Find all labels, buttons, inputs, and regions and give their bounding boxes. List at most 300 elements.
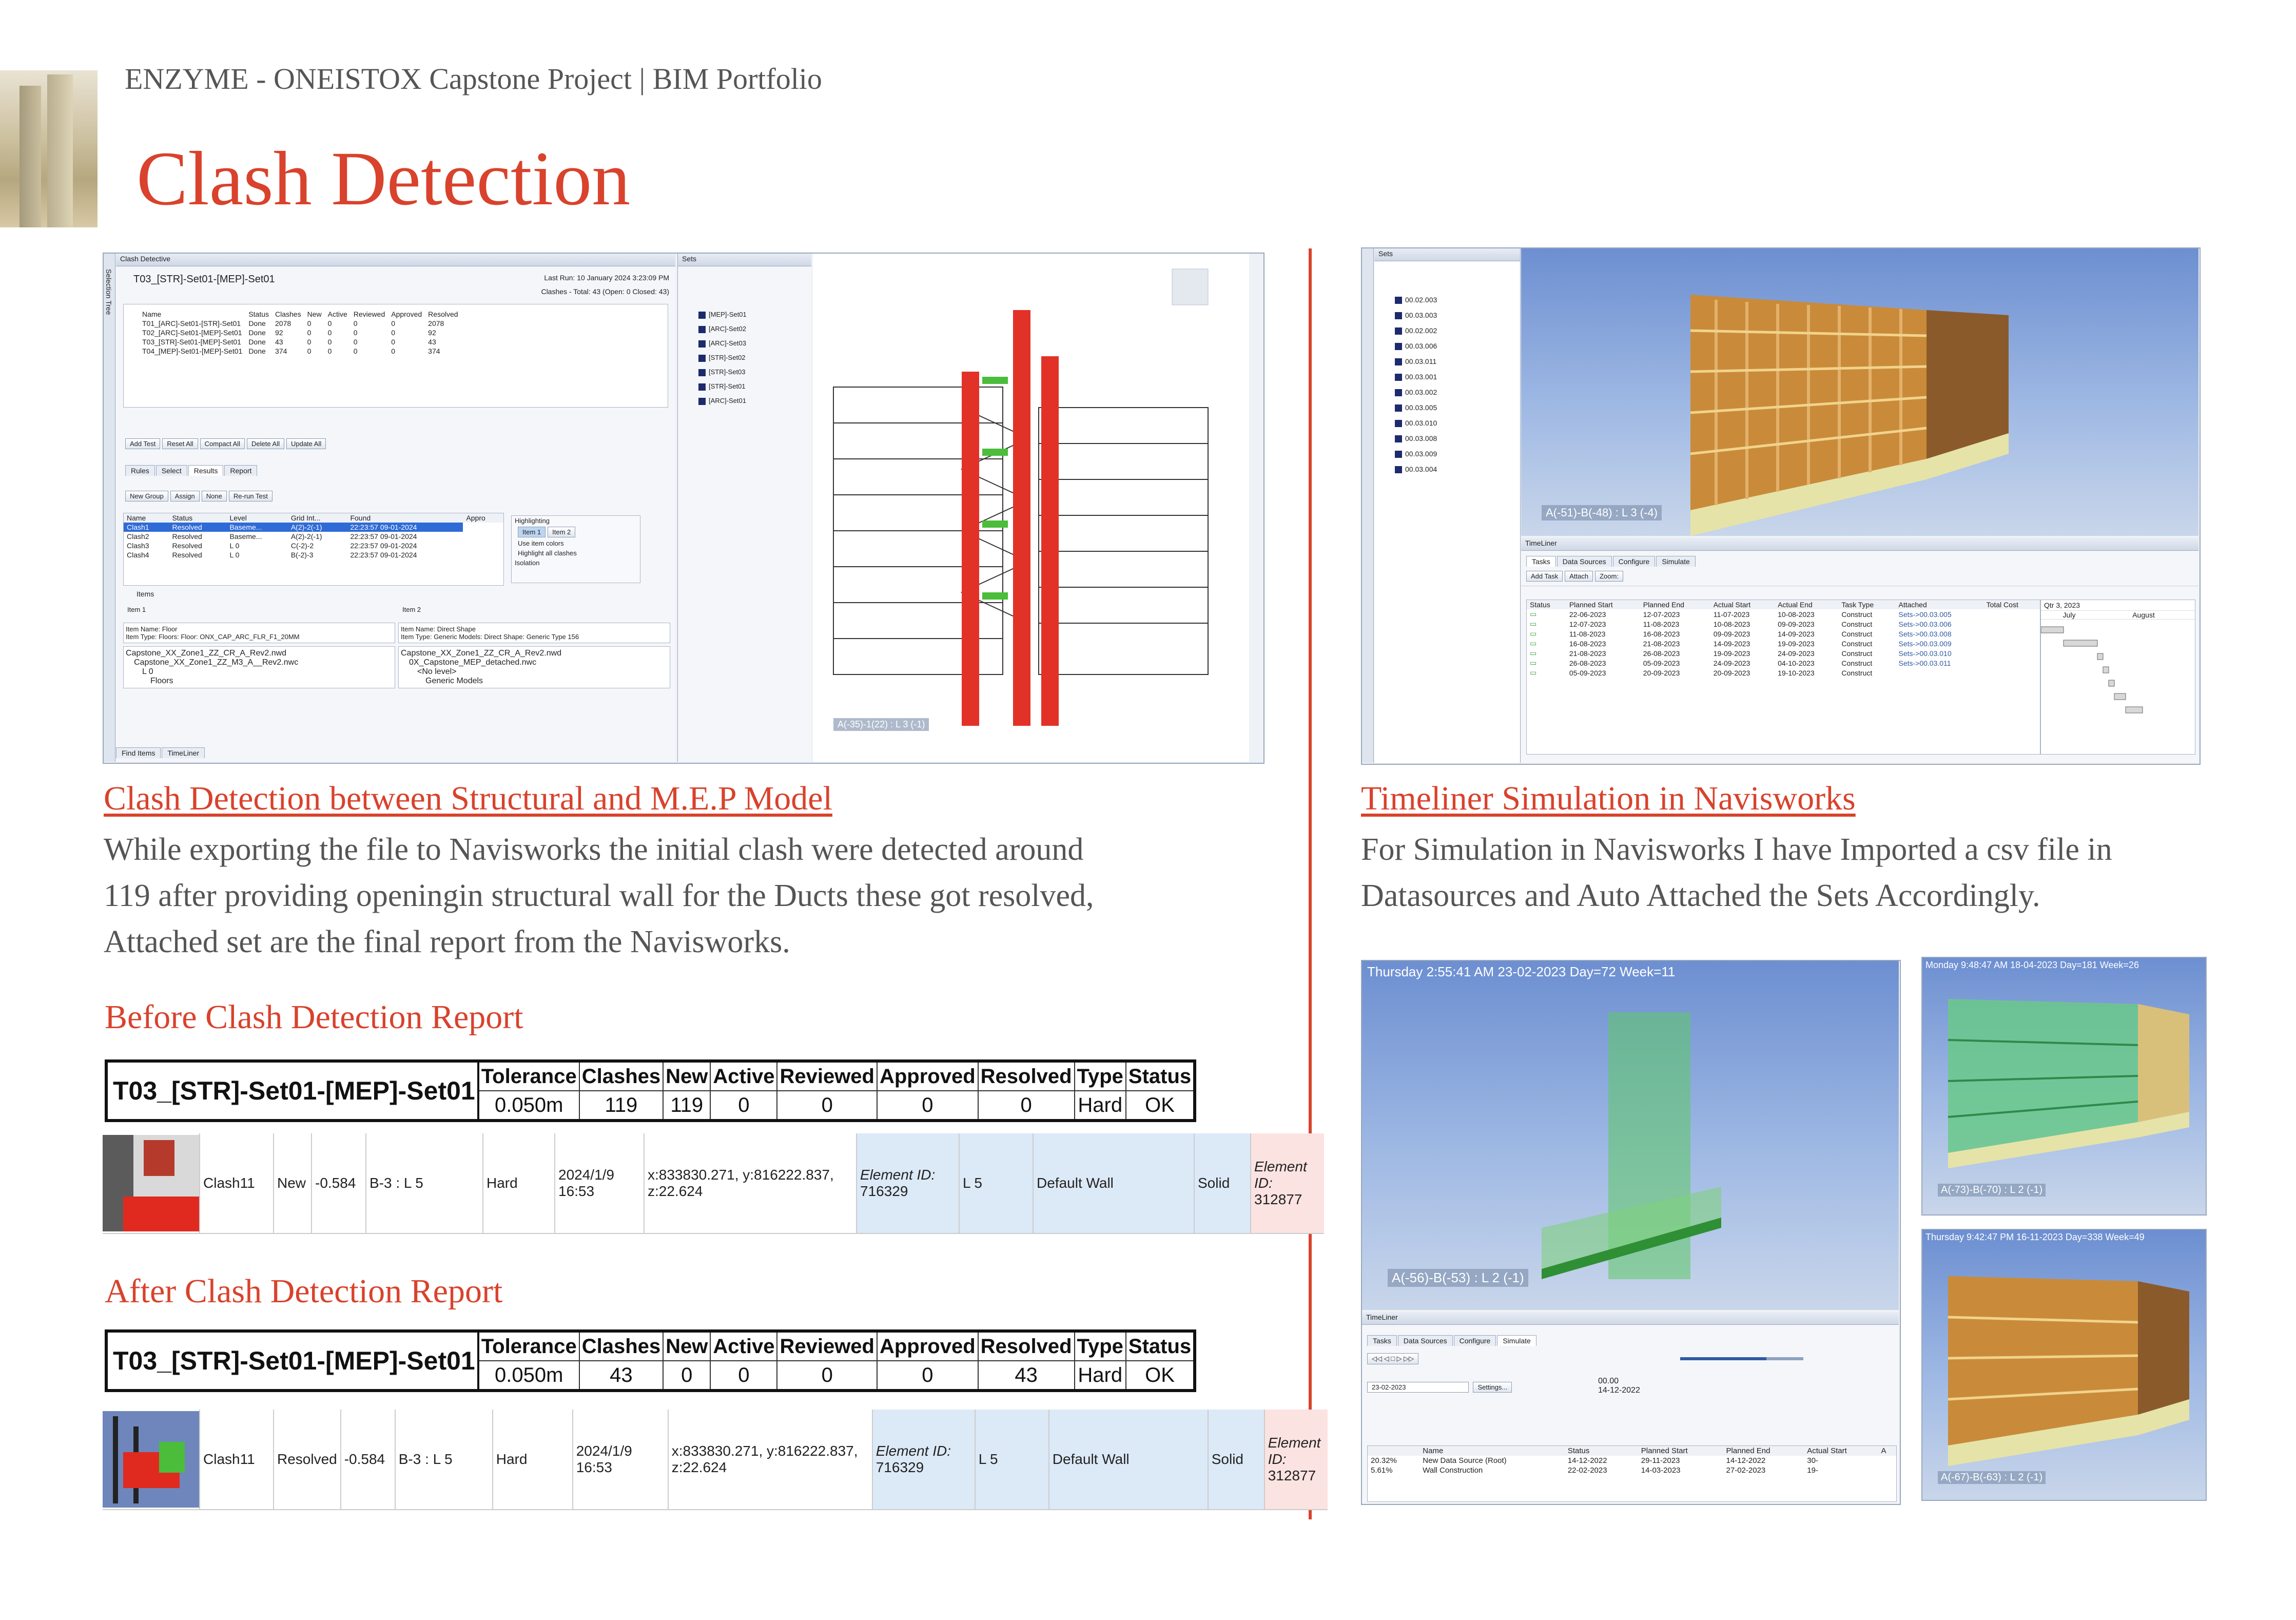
- timeliner-cell: 16-08-2023: [1569, 639, 1606, 648]
- clash-tab[interactable]: Report: [224, 465, 257, 476]
- simulation-viewport-status: A(-56)-B(-53) : L 2 (-1): [1388, 1269, 1528, 1287]
- simulation-column-header: Status: [1567, 1447, 1590, 1455]
- set-item[interactable]: [1395, 400, 1520, 415]
- set-icon: [1395, 297, 1402, 304]
- set-item[interactable]: [698, 336, 811, 351]
- timeliner-cell: 19-10-2023: [1778, 668, 1815, 677]
- result-cell: Baseme...: [229, 523, 262, 531]
- test-column-header: Reviewed: [353, 310, 385, 318]
- result-row[interactable]: [124, 541, 503, 550]
- test-column-header: Approved: [391, 310, 422, 318]
- simulation-cell: 30-: [1807, 1456, 1818, 1465]
- timeliner-tab[interactable]: Simulate: [1656, 556, 1695, 567]
- timeliner-section-paragraph: For Simulation in Navisworks I have Imported a csv file in Datasources and Auto Attached the Sets Accordingly.: [1361, 832, 2112, 913]
- result-cell: A(2)-2(-1): [290, 523, 322, 531]
- timeliner-cell: 14-09-2023: [1713, 639, 1750, 648]
- set-label: 00.03.006: [1405, 342, 1437, 350]
- set-icon: [1395, 312, 1402, 319]
- set-icon: [1395, 389, 1402, 396]
- set-icon: [698, 398, 706, 405]
- item1-highlight-button[interactable]: Item 1: [518, 527, 546, 537]
- timeliner-cell: 24-09-2023: [1713, 659, 1750, 667]
- set-label: 00.03.010: [1405, 419, 1437, 427]
- result-column-header: Appro: [466, 514, 485, 522]
- result-cell: Clash4: [127, 551, 149, 559]
- items-header: Items: [137, 590, 154, 598]
- result-row[interactable]: [124, 523, 503, 532]
- test-cell: 0: [391, 319, 396, 327]
- test-column-header: Clashes: [275, 310, 301, 318]
- test-cell: 0: [327, 319, 332, 327]
- simulation-row[interactable]: [1368, 1465, 1896, 1475]
- result-cell: Resolved: [172, 542, 202, 550]
- timeliner-cell: 16-08-2023: [1643, 629, 1680, 638]
- result-action-button[interactable]: Assign: [170, 491, 200, 502]
- simulation-tab[interactable]: Configure: [1454, 1335, 1496, 1346]
- timeliner-cell: Construct: [1841, 668, 1873, 677]
- timeliner-cell: 05-09-2023: [1643, 659, 1680, 667]
- result-cell: C(-2)-2: [290, 542, 314, 550]
- timeliner-tab[interactable]: Configure: [1613, 556, 1656, 567]
- set-item[interactable]: [1395, 415, 1520, 431]
- timeliner-cell: 04-10-2023: [1778, 659, 1815, 667]
- simulation-cell: 19-: [1807, 1466, 1818, 1475]
- highlight-mode-select[interactable]: Use item colors: [518, 539, 564, 547]
- page-title: Clash Detection: [137, 136, 631, 221]
- test-cell: 43: [275, 338, 283, 346]
- timeliner-cell: Construct: [1841, 649, 1873, 658]
- sim-settings-button[interactable]: Settings...: [1473, 1382, 1512, 1393]
- result-cell: Resolved: [172, 532, 202, 541]
- gantt-chart: Qtr 3, 2023 July August: [2040, 600, 2195, 755]
- set-icon: [1395, 358, 1402, 365]
- item1-tree-node[interactable]: Capstone_XX_Zone1_ZZ_CR_A_Rev2.nwd: [126, 649, 287, 658]
- test-cell: T04_[MEP]-Set01-[MEP]-Set01: [142, 347, 243, 355]
- result-cell: 22:23:57 09-01-2024: [350, 532, 417, 541]
- simulation-view-april[interactable]: [1921, 957, 2207, 1216]
- result-cell: 22:23:57 09-01-2024: [350, 523, 417, 531]
- task-status-icon: ▭: [1530, 659, 1537, 667]
- timeliner-cell: [1983, 648, 2040, 658]
- result-cell: A(2)-2(-1): [290, 532, 322, 541]
- set-item[interactable]: [1395, 338, 1520, 354]
- timeliner-cell: Construct: [1841, 610, 1873, 619]
- clash-detective-title: Clash Detective: [116, 254, 675, 266]
- set-item[interactable]: [1395, 461, 1520, 477]
- result-row[interactable]: [124, 532, 503, 541]
- test-row[interactable]: [139, 346, 461, 356]
- set-item[interactable]: [1395, 323, 1520, 338]
- simulation-timeliner-panel: TimeLiner Tasks Data Sources Configure Simulate ◁◁ ◁ □ ▷ ▷▷ 23-02-2023 Settings... 00.00 14-12-2022 Name Status Planned Start Planned End Actual Start A 20.32% New Data Source (Root) 14-12-2022 29-11-2023 14-12-2022 30- 5.61% Wall Construction 22-02-2023 14-03-2023 27-02-2023 19-: [1362, 1312, 1899, 1503]
- simulation-overlay: Thursday 2:55:41 AM 23-02-2023 Day=72 Week=11: [1367, 964, 1676, 979]
- timeliner-cell: 10-08-2023: [1713, 620, 1750, 628]
- result-buttons: [125, 491, 275, 502]
- test-action-button[interactable]: Add Test: [125, 438, 160, 449]
- selection-tree-side-tab[interactable]: Selection Tree: [104, 254, 115, 762]
- result-cell: Resolved: [172, 551, 202, 559]
- item1-tree-node[interactable]: L 0: [142, 667, 153, 676]
- simulation-cell: 5.61%: [1371, 1466, 1393, 1475]
- test-column-header: Name: [142, 310, 162, 318]
- project-line: ENZYME - ONEISTOX Capstone Project | BIM Portfolio: [125, 62, 822, 95]
- timeliner-sets-panel: Sets 00.02.003 00.03.003 00.02.002 00.03.006 00.03.011 00.03.001 00.03.002 00.03.005 00.03.010 00.03.008 00.03.009 00.03.004: [1374, 248, 1521, 763]
- timeliner-button[interactable]: Zoom:: [1595, 571, 1623, 582]
- bottom-tab[interactable]: Find Items: [116, 747, 161, 758]
- test-cell: 0: [391, 338, 396, 346]
- result-cell: 22:23:57 09-01-2024: [350, 542, 417, 550]
- timeliner-cell: 20-09-2023: [1643, 668, 1680, 677]
- result-cell: Resolved: [172, 523, 202, 531]
- set-icon: [698, 369, 706, 376]
- task-status-icon: ▭: [1530, 610, 1537, 618]
- simulation-column-header: Planned Start: [1641, 1447, 1688, 1455]
- clash-tab[interactable]: Rules: [125, 465, 155, 476]
- test-action-button[interactable]: Compact All: [200, 438, 245, 449]
- timeliner-cell: 11-08-2023: [1643, 620, 1680, 628]
- timeliner-cell: 10-08-2023: [1778, 610, 1815, 619]
- result-cell: 22:23:57 09-01-2024: [350, 551, 417, 559]
- test-column-header: Active: [327, 310, 347, 318]
- timeliner-column-header: Total Cost: [1986, 601, 2018, 609]
- simulation-tab[interactable]: Tasks: [1367, 1335, 1397, 1346]
- item2-panel: Item 2 Item Name: Direct Shape Item Type: Generic Models: Direct Shape: Generic Type 156 Capstone_XX_Zone1_ZZ_CR_A_Rev2.nwd 0X_Capstone_MEP_detached.nwc <No level> Generic Models: [398, 604, 670, 681]
- set-icon: [1395, 435, 1402, 442]
- test-table: [123, 304, 668, 408]
- timeliner-cell: 09-09-2023: [1713, 629, 1750, 638]
- set-label: 00.03.005: [1405, 403, 1437, 412]
- task-status-icon: ▭: [1530, 649, 1537, 657]
- test-row[interactable]: [139, 328, 461, 337]
- timeliner-button[interactable]: Attach: [1565, 571, 1593, 582]
- timeliner-cell: [1983, 639, 2040, 648]
- gantt-bar: [2097, 653, 2103, 660]
- november-status: A(-67)-B(-63) : L 2 (-1): [1938, 1471, 2046, 1484]
- test-cell: 0: [353, 319, 358, 327]
- simulation-row[interactable]: [1368, 1456, 1896, 1465]
- timeliner-cell: 21-08-2023: [1569, 649, 1606, 658]
- set-label: 00.03.004: [1405, 465, 1437, 473]
- test-cell: 43: [428, 338, 436, 346]
- result-action-button[interactable]: None: [202, 491, 227, 502]
- timeliner-cell: 12-07-2023: [1569, 620, 1606, 628]
- simulation-cell: 22-02-2023: [1567, 1466, 1607, 1475]
- test-cell: T01_[ARC]-Set01-[STR]-Set01: [142, 319, 241, 327]
- set-item[interactable]: [698, 394, 811, 408]
- clash-detective-screenshot: [103, 253, 1264, 764]
- simulation-column-header: Name: [1423, 1447, 1444, 1455]
- test-cell: T02_[ARC]-Set01-[MEP]-Set01: [142, 329, 242, 337]
- timeliner-cell: 11-07-2023: [1713, 610, 1750, 619]
- timeliner-cell: 24-09-2023: [1778, 649, 1815, 658]
- test-cell: 0: [327, 338, 332, 346]
- timeliner-column-header: Planned Start: [1569, 601, 1613, 609]
- test-cell: Done: [248, 329, 266, 337]
- clash-tabs: [125, 465, 258, 476]
- item2-tree-node[interactable]: <No level>: [417, 667, 457, 676]
- timeliner-cell: Sets->00.03.011: [1898, 659, 1951, 667]
- set-item[interactable]: [1395, 307, 1520, 323]
- before-clash-image: [103, 1135, 199, 1231]
- clash-detective-panel: [116, 254, 675, 762]
- timeliner-cell: Construct: [1841, 639, 1873, 648]
- timeliner-cell: Construct: [1841, 629, 1873, 638]
- sim-date-display: 14-12-2022: [1598, 1386, 1640, 1395]
- timeliner-cell: 21-08-2023: [1643, 639, 1680, 648]
- timeliner-cell: 19-09-2023: [1713, 649, 1750, 658]
- result-column-header: Grid Int...: [290, 514, 321, 522]
- timeliner-column-header: Attached: [1898, 601, 1927, 609]
- set-icon: [698, 340, 706, 348]
- sim-play-controls[interactable]: ◁◁ ◁ □ ▷ ▷▷: [1367, 1353, 1418, 1364]
- set-item[interactable]: [698, 351, 811, 365]
- set-label: [STR]-Set01: [709, 382, 746, 390]
- result-column-header: Found: [350, 514, 371, 522]
- set-item[interactable]: [1395, 354, 1520, 369]
- test-row[interactable]: [139, 337, 461, 346]
- item1-tree-node[interactable]: Capstone_XX_Zone1_ZZ_M3_A__Rev2.nwc: [134, 658, 299, 667]
- result-cell: L 0: [229, 542, 240, 550]
- set-item[interactable]: [698, 322, 811, 336]
- timeliner-row[interactable]: [1527, 629, 2040, 639]
- clash-tab[interactable]: Results: [188, 465, 224, 476]
- test-cell: T03_[STR]-Set01-[MEP]-Set01: [142, 338, 241, 346]
- simulation-table: [1367, 1445, 1897, 1502]
- set-label: [STR]-Set03: [709, 368, 746, 376]
- before-summary-table: T03_[STR]-Set01-[MEP]-Set01 Tolerance Clashes New Active Reviewed Approved Resolved Type Status 0.050m 119 119 0 0 0 0 Hard OK: [105, 1059, 1196, 1122]
- timeliner-cell: [1983, 619, 2040, 629]
- result-cell: Clash2: [127, 532, 149, 541]
- before-test-name: T03_[STR]-Set01-[MEP]-Set01: [106, 1061, 478, 1121]
- set-label: 00.02.003: [1405, 296, 1437, 304]
- simulation-cell: New Data Source (Root): [1423, 1456, 1507, 1465]
- set-item[interactable]: [698, 307, 811, 322]
- set-icon: [698, 312, 706, 319]
- simulation-cell: 14-03-2023: [1641, 1466, 1681, 1475]
- timeliner-cell: 12-07-2023: [1643, 610, 1680, 619]
- set-label: 00.03.002: [1405, 388, 1437, 396]
- set-icon: [1395, 327, 1402, 335]
- after-report-heading: After Clash Detection Report: [105, 1272, 503, 1310]
- timeliner-column-header: Status: [1530, 601, 1550, 609]
- timeliner-cell: 14-09-2023: [1778, 629, 1815, 638]
- timeliner-row[interactable]: [1527, 668, 2040, 678]
- test-cell: 0: [307, 338, 312, 346]
- simulation-column-header: Actual Start: [1807, 1447, 1847, 1455]
- april-status: A(-73)-B(-70) : L 2 (-1): [1938, 1184, 2046, 1197]
- timeliner-cell: [1983, 629, 2040, 639]
- result-cell: Clash1: [127, 523, 149, 531]
- set-item[interactable]: [698, 379, 811, 394]
- simulation-cell: Wall Construction: [1423, 1466, 1483, 1475]
- test-buttons: [125, 438, 328, 449]
- timeliner-3d-viewport[interactable]: [1521, 248, 2198, 536]
- timeliner-cell: Sets->00.03.005: [1898, 610, 1952, 619]
- item2-tree-node[interactable]: Generic Models: [425, 677, 483, 685]
- set-label: [ARC]-Set02: [709, 325, 746, 333]
- timeliner-cell: 19-09-2023: [1778, 639, 1815, 648]
- before-report-heading: Before Clash Detection Report: [105, 998, 523, 1036]
- before-clash-row: Clash11 New -0.584 B-3 : L 5 Hard 2024/1/9 16:53 x:833830.271, y:816222.837, z:22.624 Element ID: 716329 L 5 Default Wall Solid Element ID: 312877: [103, 1133, 1324, 1234]
- timeliner-cell: 26-08-2023: [1643, 649, 1680, 658]
- test-cell: 0: [353, 329, 358, 337]
- timeliner-viewport-status: A(-51)-B(-48) : L 3 (-4): [1542, 505, 1662, 520]
- set-icon: [1395, 420, 1402, 427]
- timeliner-row[interactable]: [1527, 639, 2040, 648]
- test-action-button[interactable]: Delete All: [247, 438, 284, 449]
- timeliner-row[interactable]: [1527, 658, 2040, 668]
- set-item[interactable]: [1395, 292, 1520, 307]
- after-clash-image: [103, 1411, 199, 1508]
- timeliner-button[interactable]: Add Task: [1526, 571, 1563, 582]
- set-label: 00.03.003: [1405, 311, 1437, 319]
- timeliner-cell: 20-09-2023: [1713, 668, 1750, 677]
- set-item[interactable]: [1395, 369, 1520, 384]
- test-column-header: New: [307, 310, 322, 318]
- timeliner-side-tabs: [1362, 248, 1374, 763]
- task-status-icon: ▭: [1530, 639, 1537, 647]
- clash-summary-line: Clashes - Total: 43 (Open: 0 Closed: 43): [541, 287, 669, 296]
- timeliner-screenshot: [1361, 247, 2201, 765]
- set-item[interactable]: [698, 365, 811, 379]
- result-column-header: Status: [172, 514, 193, 522]
- result-cell: Clash3: [127, 542, 149, 550]
- test-cell: Done: [248, 347, 266, 355]
- result-cell: B(-2)-3: [290, 551, 314, 559]
- timeliner-cell: Construct: [1841, 659, 1873, 667]
- simulation-viewport[interactable]: [1362, 961, 1899, 1310]
- result-action-button[interactable]: New Group: [125, 491, 168, 502]
- test-cell: 0: [353, 347, 358, 355]
- set-icon: [1395, 374, 1402, 381]
- isolation-label: Isolation: [515, 559, 540, 567]
- test-cell: 2078: [275, 319, 291, 327]
- sim-date-field[interactable]: 23-02-2023: [1367, 1382, 1469, 1393]
- sets-panel: Sets [MEP]-Set01 [ARC]-Set02 [ARC]-Set03 [STR]-Set02 [STR]-Set03 [STR]-Set01 [ARC]-Set01: [677, 254, 811, 762]
- test-cell: 0: [353, 338, 358, 346]
- clash-section-paragraph: While exporting the file to Navisworks the initial clash were detected around 119 after providing openingin structural wall for the Ducts these got resolved, Attached set are the final report from the Navisworks.: [104, 832, 1094, 959]
- set-label: [MEP]-Set01: [709, 311, 747, 318]
- simulation-cell: 29-11-2023: [1641, 1456, 1680, 1465]
- set-icon: [698, 355, 706, 362]
- task-status-icon: ▭: [1530, 620, 1537, 628]
- building-thumbnail: [0, 70, 98, 227]
- test-cell: 0: [391, 329, 396, 337]
- timeliner-cell: [1983, 668, 2040, 678]
- simulation-column-header: Planned End: [1726, 1447, 1770, 1455]
- task-status-icon: ▭: [1530, 629, 1537, 638]
- test-cell: 374: [275, 347, 287, 355]
- simulation-tab[interactable]: Simulate: [1497, 1335, 1536, 1346]
- test-cell: 0: [391, 347, 396, 355]
- sim-time-display: 00.00: [1598, 1377, 1619, 1385]
- timeliner-cell: Sets->00.03.010: [1898, 649, 1952, 658]
- sim-slider[interactable]: [1680, 1357, 1803, 1360]
- set-item[interactable]: [1395, 446, 1520, 461]
- test-cell: 0: [327, 347, 332, 355]
- timeliner-panel: TimeLiner Tasks Data Sources Configure Simulate Add Task Attach Zoom: Status Planned Start Planned End Actual Start Actual End Task Type Attached Total Cost ▭ 22-06-2023 12-07-2023 11-07-2023 10-08-2023 Construct Sets->00.03.005 ▭ 12-07-2023 11-08-2023 10-08-2023 09-09-2023 Construct Sets->00.03.006 ▭ 11-08-2023 16-08-2023 09-09-2023 14-09-2023 Construct Sets->00.03.008 ▭ 16-08-2023 21-08-2023 14-09-2023 19-09-2023 Construct Sets->00.03.009 ▭ 21-08-2023 26-08-2023 19-09-2023 24-09-2023 Construct Sets->00.03.010 ▭ 26-08-2023 05-09-2023 24-09-2023 04-10-2023 Construct Sets->00.03.011 ▭ 05-09-2023 20-09-2023 20-09-2023 19-10-2023 Construct Qtr 3, 2023 July August: [1521, 538, 2198, 763]
- column-divider: [1309, 248, 1312, 1519]
- set-icon: [1395, 451, 1402, 458]
- result-column-header: Name: [127, 514, 146, 522]
- timeliner-row[interactable]: [1527, 619, 2040, 629]
- test-cell: 2078: [428, 319, 444, 327]
- simulation-tab[interactable]: Data Sources: [1398, 1335, 1453, 1346]
- test-cell: 374: [428, 347, 440, 355]
- timeliner-cell: 11-08-2023: [1569, 629, 1606, 638]
- set-icon: [1395, 466, 1402, 473]
- last-run-label: Last Run: 10 January 2024 3:23:09 PM: [544, 274, 669, 282]
- clash-tab[interactable]: Select: [156, 465, 187, 476]
- set-item[interactable]: [1395, 431, 1520, 446]
- set-label: 00.03.001: [1405, 373, 1437, 381]
- timeliner-cell: [1983, 609, 2040, 619]
- item1-panel: Item 1 Item Name: Floor Item Type: Floors: Floor: ONX_CAP_ARC_FLR_F1_20MM Capstone_XX_Zone1_ZZ_CR_A_Rev2.nwd Capstone_XX_Zone1_ZZ_M3_A__Rev2.nwc L 0 Floors: [123, 604, 395, 681]
- test-action-button[interactable]: Reset All: [162, 438, 198, 449]
- test-row[interactable]: [139, 319, 461, 328]
- set-label: [STR]-Set02: [709, 354, 746, 361]
- test-name-label: T03_[STR]-Set01-[MEP]-Set01: [133, 274, 275, 285]
- result-row[interactable]: [124, 550, 503, 560]
- clash-3d-viewport[interactable]: [813, 254, 1249, 762]
- set-label: [ARC]-Set03: [709, 339, 746, 347]
- clash-viewport-status: A(-35)-1(22) : L 3 (-1): [833, 718, 929, 731]
- clash-section-heading: Clash Detection between Structural and M.E.P Model: [104, 780, 832, 817]
- bottom-tab[interactable]: TimeLiner: [162, 747, 205, 758]
- timeliner-cell: [1983, 658, 2040, 668]
- set-label: 00.03.008: [1405, 434, 1437, 442]
- timeliner-section-heading: Timeliner Simulation in Navisworks: [1361, 780, 1856, 817]
- timeliner-cell: Construct: [1841, 620, 1873, 628]
- timeliner-cell: 09-09-2023: [1778, 620, 1815, 628]
- timeliner-tab[interactable]: Data Sources: [1557, 556, 1612, 567]
- simulation-column-header: A: [1881, 1447, 1886, 1455]
- set-label: 00.03.011: [1405, 357, 1437, 365]
- timeliner-tab[interactable]: Tasks: [1526, 556, 1556, 567]
- set-item[interactable]: [1395, 384, 1520, 400]
- test-action-button[interactable]: Update All: [286, 438, 326, 449]
- timeliner-cell: Sets->00.03.008: [1898, 629, 1952, 638]
- simulation-view-november[interactable]: [1921, 1229, 2207, 1501]
- after-test-name: T03_[STR]-Set01-[MEP]-Set01: [106, 1331, 478, 1391]
- item2-tree-node[interactable]: 0X_Capstone_MEP_detached.nwc: [409, 658, 537, 667]
- result-cell: L 0: [229, 551, 240, 559]
- result-cell: Baseme...: [229, 532, 262, 541]
- item2-highlight-button[interactable]: Item 2: [548, 527, 575, 537]
- simulation-cell: 20.32%: [1371, 1456, 1397, 1465]
- timeliner-cell: [1895, 668, 1983, 678]
- simulation-cell: 14-12-2022: [1726, 1456, 1766, 1465]
- gantt-bar: [2126, 707, 2143, 713]
- timeliner-task-table: [1526, 600, 2040, 755]
- april-overlay: Monday 9:48:47 AM 18-04-2023 Day=181 Week=26: [1925, 960, 2139, 970]
- item1-tree-node[interactable]: Floors: [150, 677, 173, 685]
- test-cell: 0: [307, 347, 312, 355]
- task-status-icon: ▭: [1530, 668, 1537, 677]
- result-action-button[interactable]: Re-run Test: [229, 491, 273, 502]
- item2-tree-node[interactable]: Capstone_XX_Zone1_ZZ_CR_A_Rev2.nwd: [401, 649, 562, 658]
- timeliner-column-header: Task Type: [1841, 601, 1874, 609]
- timeliner-column-header: Actual Start: [1713, 601, 1751, 609]
- gantt-bar: [2064, 640, 2097, 646]
- set-icon: [1395, 404, 1402, 412]
- test-cell: Done: [248, 338, 266, 346]
- timeliner-row[interactable]: [1527, 648, 2040, 658]
- timeliner-cell: 22-06-2023: [1569, 610, 1606, 619]
- after-summary-table: T03_[STR]-Set01-[MEP]-Set01 Tolerance Clashes New Active Reviewed Approved Resolved Type Status 0.050m 43 0 0 0 0 43 Hard OK: [105, 1329, 1196, 1392]
- timeliner-row[interactable]: [1527, 609, 2040, 619]
- test-cell: Done: [248, 319, 266, 327]
- highlight-all-checkbox[interactable]: Highlight all clashes: [518, 549, 577, 557]
